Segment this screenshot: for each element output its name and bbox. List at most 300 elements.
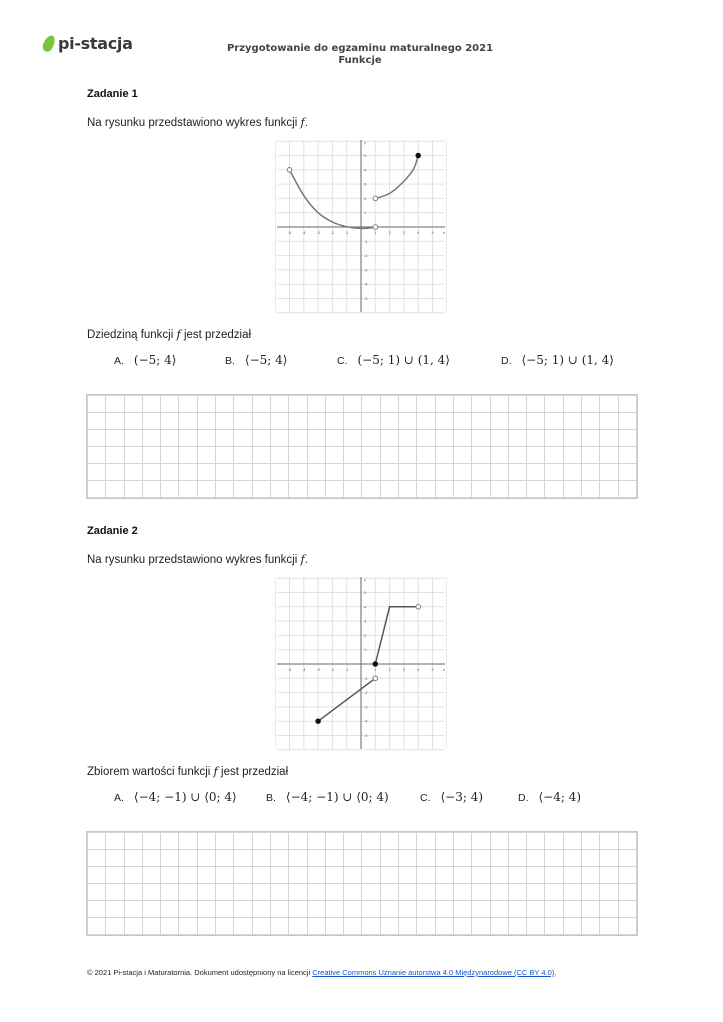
grid-cell[interactable] bbox=[88, 447, 106, 464]
grid-cell[interactable] bbox=[161, 901, 179, 918]
grid-cell[interactable] bbox=[582, 884, 600, 901]
grid-cell[interactable] bbox=[252, 833, 270, 850]
grid-cell[interactable] bbox=[508, 464, 526, 481]
grid-cell[interactable] bbox=[508, 447, 526, 464]
grid-cell[interactable] bbox=[618, 413, 636, 430]
grid-cell[interactable] bbox=[600, 430, 618, 447]
grid-cell[interactable] bbox=[106, 464, 124, 481]
grid-cell[interactable] bbox=[380, 464, 398, 481]
grid-cell[interactable] bbox=[472, 464, 490, 481]
grid-cell[interactable] bbox=[197, 850, 215, 867]
answer-option-d[interactable] bbox=[501, 353, 614, 367]
grid-cell[interactable] bbox=[161, 430, 179, 447]
grid-cell[interactable] bbox=[307, 396, 325, 413]
grid-cell[interactable] bbox=[344, 430, 362, 447]
grid-cell[interactable] bbox=[106, 481, 124, 498]
grid-cell[interactable] bbox=[508, 850, 526, 867]
grid-cell[interactable] bbox=[124, 850, 142, 867]
grid-cell[interactable] bbox=[179, 901, 197, 918]
grid-cell[interactable] bbox=[417, 850, 435, 867]
grid-cell[interactable] bbox=[582, 447, 600, 464]
grid-cell[interactable] bbox=[142, 884, 160, 901]
grid-cell[interactable] bbox=[179, 833, 197, 850]
grid-cell[interactable] bbox=[307, 918, 325, 935]
grid-cell[interactable] bbox=[527, 918, 545, 935]
grid-cell[interactable] bbox=[563, 850, 581, 867]
grid-cell[interactable] bbox=[508, 396, 526, 413]
grid-cell[interactable] bbox=[435, 901, 453, 918]
grid-cell[interactable] bbox=[106, 901, 124, 918]
grid-cell[interactable] bbox=[453, 396, 471, 413]
grid-cell[interactable] bbox=[508, 901, 526, 918]
grid-cell[interactable] bbox=[399, 481, 417, 498]
grid-cell[interactable] bbox=[161, 918, 179, 935]
grid-cell[interactable] bbox=[289, 413, 307, 430]
grid-cell[interactable] bbox=[234, 430, 252, 447]
grid-cell[interactable] bbox=[106, 918, 124, 935]
grid-cell[interactable] bbox=[417, 918, 435, 935]
answer-option-a[interactable] bbox=[114, 353, 176, 367]
grid-cell[interactable] bbox=[582, 850, 600, 867]
grid-cell[interactable] bbox=[88, 833, 106, 850]
grid-cell[interactable] bbox=[234, 396, 252, 413]
grid-cell[interactable] bbox=[362, 884, 380, 901]
grid-cell[interactable] bbox=[289, 867, 307, 884]
grid-cell[interactable] bbox=[161, 867, 179, 884]
answer-option-b[interactable] bbox=[225, 353, 287, 367]
grid-cell[interactable] bbox=[325, 867, 343, 884]
grid-cell[interactable] bbox=[563, 396, 581, 413]
grid-cell[interactable] bbox=[344, 464, 362, 481]
grid-cell[interactable] bbox=[216, 918, 234, 935]
grid-cell[interactable] bbox=[124, 481, 142, 498]
grid-cell[interactable] bbox=[490, 396, 508, 413]
grid-cell[interactable] bbox=[88, 850, 106, 867]
grid-cell[interactable] bbox=[582, 413, 600, 430]
grid-cell[interactable] bbox=[417, 413, 435, 430]
grid-cell[interactable] bbox=[600, 413, 618, 430]
grid-cell[interactable] bbox=[252, 901, 270, 918]
grid-cell[interactable] bbox=[344, 481, 362, 498]
grid-cell[interactable] bbox=[289, 430, 307, 447]
grid-cell[interactable] bbox=[563, 833, 581, 850]
grid-cell[interactable] bbox=[344, 413, 362, 430]
grid-cell[interactable] bbox=[362, 850, 380, 867]
grid-cell[interactable] bbox=[197, 413, 215, 430]
grid-cell[interactable] bbox=[545, 481, 563, 498]
grid-cell[interactable] bbox=[453, 901, 471, 918]
grid-cell[interactable] bbox=[399, 901, 417, 918]
grid-cell[interactable] bbox=[142, 464, 160, 481]
grid-cell[interactable] bbox=[600, 464, 618, 481]
grid-cell[interactable] bbox=[618, 884, 636, 901]
grid-cell[interactable] bbox=[289, 447, 307, 464]
grid-cell[interactable] bbox=[417, 430, 435, 447]
grid-cell[interactable] bbox=[472, 396, 490, 413]
grid-cell[interactable] bbox=[563, 481, 581, 498]
grid-cell[interactable] bbox=[234, 447, 252, 464]
grid-cell[interactable] bbox=[88, 396, 106, 413]
grid-cell[interactable] bbox=[453, 884, 471, 901]
grid-cell[interactable] bbox=[161, 481, 179, 498]
grid-cell[interactable] bbox=[289, 833, 307, 850]
grid-cell[interactable] bbox=[252, 430, 270, 447]
grid-cell[interactable] bbox=[88, 918, 106, 935]
grid-cell[interactable] bbox=[490, 901, 508, 918]
grid-cell[interactable] bbox=[362, 481, 380, 498]
grid-cell[interactable] bbox=[106, 850, 124, 867]
grid-cell[interactable] bbox=[600, 447, 618, 464]
grid-cell[interactable] bbox=[453, 481, 471, 498]
grid-cell[interactable] bbox=[563, 447, 581, 464]
grid-cell[interactable] bbox=[179, 396, 197, 413]
grid-cell[interactable] bbox=[325, 918, 343, 935]
grid-cell[interactable] bbox=[124, 901, 142, 918]
grid-cell[interactable] bbox=[142, 396, 160, 413]
grid-cell[interactable] bbox=[197, 430, 215, 447]
grid-cell[interactable] bbox=[234, 833, 252, 850]
grid-cell[interactable] bbox=[216, 867, 234, 884]
grid-cell[interactable] bbox=[289, 464, 307, 481]
grid-cell[interactable] bbox=[527, 481, 545, 498]
grid-cell[interactable] bbox=[88, 867, 106, 884]
grid-cell[interactable] bbox=[563, 413, 581, 430]
grid-cell[interactable] bbox=[344, 901, 362, 918]
grid-cell[interactable] bbox=[545, 413, 563, 430]
grid-cell[interactable] bbox=[380, 447, 398, 464]
grid-cell[interactable] bbox=[325, 464, 343, 481]
grid-cell[interactable] bbox=[289, 481, 307, 498]
grid-cell[interactable] bbox=[142, 447, 160, 464]
grid-cell[interactable] bbox=[435, 430, 453, 447]
grid-cell[interactable] bbox=[545, 396, 563, 413]
grid-cell[interactable] bbox=[600, 867, 618, 884]
grid-cell[interactable] bbox=[600, 850, 618, 867]
grid-cell[interactable] bbox=[270, 447, 288, 464]
grid-cell[interactable] bbox=[142, 850, 160, 867]
grid-cell[interactable] bbox=[563, 464, 581, 481]
grid-cell[interactable] bbox=[234, 850, 252, 867]
grid-cell[interactable] bbox=[417, 884, 435, 901]
grid-cell[interactable] bbox=[179, 447, 197, 464]
grid-cell[interactable] bbox=[545, 918, 563, 935]
grid-cell[interactable] bbox=[490, 918, 508, 935]
grid-cell[interactable] bbox=[344, 918, 362, 935]
grid-cell[interactable] bbox=[490, 867, 508, 884]
grid-cell[interactable] bbox=[362, 413, 380, 430]
task-1-answer-grid[interactable] bbox=[86, 394, 638, 499]
grid-cell[interactable] bbox=[106, 413, 124, 430]
grid-cell[interactable] bbox=[380, 850, 398, 867]
grid-cell[interactable] bbox=[563, 867, 581, 884]
grid-cell[interactable] bbox=[545, 833, 563, 850]
grid-cell[interactable] bbox=[435, 481, 453, 498]
grid-cell[interactable] bbox=[618, 918, 636, 935]
grid-cell[interactable] bbox=[106, 396, 124, 413]
grid-cell[interactable] bbox=[270, 413, 288, 430]
grid-cell[interactable] bbox=[106, 833, 124, 850]
grid-cell[interactable] bbox=[325, 901, 343, 918]
grid-cell[interactable] bbox=[435, 867, 453, 884]
grid-cell[interactable] bbox=[325, 833, 343, 850]
grid-cell[interactable] bbox=[161, 396, 179, 413]
grid-cell[interactable] bbox=[88, 901, 106, 918]
grid-cell[interactable] bbox=[417, 833, 435, 850]
grid-cell[interactable] bbox=[600, 833, 618, 850]
grid-cell[interactable] bbox=[399, 413, 417, 430]
grid-cell[interactable] bbox=[435, 884, 453, 901]
grid-cell[interactable] bbox=[216, 464, 234, 481]
grid-cell[interactable] bbox=[179, 918, 197, 935]
grid-cell[interactable] bbox=[325, 413, 343, 430]
grid-cell[interactable] bbox=[582, 918, 600, 935]
grid-cell[interactable] bbox=[472, 430, 490, 447]
grid-cell[interactable] bbox=[582, 481, 600, 498]
grid-cell[interactable] bbox=[399, 884, 417, 901]
grid-cell[interactable] bbox=[161, 833, 179, 850]
grid-cell[interactable] bbox=[472, 867, 490, 884]
grid-cell[interactable] bbox=[618, 464, 636, 481]
grid-cell[interactable] bbox=[216, 850, 234, 867]
grid-cell[interactable] bbox=[380, 430, 398, 447]
grid-cell[interactable] bbox=[399, 850, 417, 867]
grid-cell[interactable] bbox=[490, 850, 508, 867]
grid-cell[interactable] bbox=[362, 430, 380, 447]
grid-cell[interactable] bbox=[106, 884, 124, 901]
grid-cell[interactable] bbox=[527, 867, 545, 884]
grid-cell[interactable] bbox=[307, 413, 325, 430]
grid-cell[interactable] bbox=[453, 867, 471, 884]
grid-cell[interactable] bbox=[472, 413, 490, 430]
grid-cell[interactable] bbox=[124, 918, 142, 935]
grid-cell[interactable] bbox=[582, 833, 600, 850]
grid-cell[interactable] bbox=[435, 918, 453, 935]
grid-cell[interactable] bbox=[527, 464, 545, 481]
grid-cell[interactable] bbox=[453, 918, 471, 935]
grid-cell[interactable] bbox=[472, 918, 490, 935]
grid-cell[interactable] bbox=[435, 464, 453, 481]
grid-cell[interactable] bbox=[453, 413, 471, 430]
grid-cell[interactable] bbox=[88, 413, 106, 430]
grid-cell[interactable] bbox=[600, 901, 618, 918]
grid-cell[interactable] bbox=[270, 481, 288, 498]
grid-cell[interactable] bbox=[618, 430, 636, 447]
grid-cell[interactable] bbox=[490, 833, 508, 850]
grid-cell[interactable] bbox=[325, 447, 343, 464]
grid-cell[interactable] bbox=[344, 867, 362, 884]
grid-cell[interactable] bbox=[508, 430, 526, 447]
grid-cell[interactable] bbox=[197, 481, 215, 498]
grid-cell[interactable] bbox=[490, 481, 508, 498]
grid-cell[interactable] bbox=[307, 430, 325, 447]
grid-cell[interactable] bbox=[545, 850, 563, 867]
grid-cell[interactable] bbox=[490, 884, 508, 901]
grid-cell[interactable] bbox=[307, 901, 325, 918]
grid-cell[interactable] bbox=[600, 481, 618, 498]
grid-cell[interactable] bbox=[490, 430, 508, 447]
grid-cell[interactable] bbox=[380, 413, 398, 430]
grid-cell[interactable] bbox=[600, 884, 618, 901]
grid-cell[interactable] bbox=[234, 884, 252, 901]
grid-cell[interactable] bbox=[270, 884, 288, 901]
grid-cell[interactable] bbox=[216, 430, 234, 447]
grid-cell[interactable] bbox=[252, 447, 270, 464]
grid-cell[interactable] bbox=[216, 413, 234, 430]
grid-cell[interactable] bbox=[490, 447, 508, 464]
grid-cell[interactable] bbox=[472, 884, 490, 901]
grid-cell[interactable] bbox=[344, 447, 362, 464]
answer-option-b[interactable] bbox=[266, 790, 389, 804]
grid-cell[interactable] bbox=[563, 884, 581, 901]
grid-cell[interactable] bbox=[344, 396, 362, 413]
grid-cell[interactable] bbox=[527, 833, 545, 850]
grid-cell[interactable] bbox=[325, 481, 343, 498]
grid-cell[interactable] bbox=[417, 464, 435, 481]
grid-cell[interactable] bbox=[618, 901, 636, 918]
grid-cell[interactable] bbox=[435, 396, 453, 413]
answer-option-d[interactable] bbox=[518, 790, 581, 804]
grid-cell[interactable] bbox=[197, 884, 215, 901]
grid-cell[interactable] bbox=[325, 430, 343, 447]
grid-cell[interactable] bbox=[545, 867, 563, 884]
grid-cell[interactable] bbox=[307, 867, 325, 884]
grid-cell[interactable] bbox=[289, 918, 307, 935]
grid-cell[interactable] bbox=[362, 447, 380, 464]
grid-cell[interactable] bbox=[270, 833, 288, 850]
grid-cell[interactable] bbox=[453, 464, 471, 481]
grid-cell[interactable] bbox=[527, 850, 545, 867]
grid-cell[interactable] bbox=[527, 396, 545, 413]
grid-cell[interactable] bbox=[399, 833, 417, 850]
grid-cell[interactable] bbox=[88, 464, 106, 481]
grid-cell[interactable] bbox=[270, 464, 288, 481]
grid-cell[interactable] bbox=[618, 833, 636, 850]
grid-cell[interactable] bbox=[344, 850, 362, 867]
grid-cell[interactable] bbox=[142, 918, 160, 935]
grid-cell[interactable] bbox=[124, 884, 142, 901]
grid-cell[interactable] bbox=[307, 447, 325, 464]
grid-cell[interactable] bbox=[380, 481, 398, 498]
grid-cell[interactable] bbox=[270, 867, 288, 884]
grid-cell[interactable] bbox=[307, 884, 325, 901]
grid-cell[interactable] bbox=[234, 918, 252, 935]
grid-cell[interactable] bbox=[399, 430, 417, 447]
grid-cell[interactable] bbox=[252, 867, 270, 884]
grid-cell[interactable] bbox=[197, 918, 215, 935]
grid-cell[interactable] bbox=[545, 901, 563, 918]
grid-cell[interactable] bbox=[179, 867, 197, 884]
grid-cell[interactable] bbox=[307, 481, 325, 498]
answer-option-c[interactable] bbox=[337, 353, 450, 367]
grid-cell[interactable] bbox=[417, 396, 435, 413]
grid-cell[interactable] bbox=[216, 833, 234, 850]
grid-cell[interactable] bbox=[289, 884, 307, 901]
grid-cell[interactable] bbox=[124, 447, 142, 464]
grid-cell[interactable] bbox=[179, 481, 197, 498]
grid-cell[interactable] bbox=[417, 447, 435, 464]
answer-option-a[interactable] bbox=[114, 790, 237, 804]
grid-cell[interactable] bbox=[197, 396, 215, 413]
grid-cell[interactable] bbox=[142, 867, 160, 884]
grid-cell[interactable] bbox=[527, 413, 545, 430]
grid-cell[interactable] bbox=[472, 833, 490, 850]
grid-cell[interactable] bbox=[380, 396, 398, 413]
grid-cell[interactable] bbox=[618, 447, 636, 464]
grid-cell[interactable] bbox=[161, 464, 179, 481]
grid-cell[interactable] bbox=[142, 833, 160, 850]
grid-cell[interactable] bbox=[563, 918, 581, 935]
grid-cell[interactable] bbox=[508, 481, 526, 498]
grid-cell[interactable] bbox=[582, 901, 600, 918]
grid-cell[interactable] bbox=[362, 901, 380, 918]
grid-cell[interactable] bbox=[380, 867, 398, 884]
grid-cell[interactable] bbox=[161, 447, 179, 464]
grid-cell[interactable] bbox=[252, 481, 270, 498]
grid-cell[interactable] bbox=[453, 850, 471, 867]
grid-cell[interactable] bbox=[508, 918, 526, 935]
grid-cell[interactable] bbox=[307, 850, 325, 867]
grid-cell[interactable] bbox=[234, 481, 252, 498]
grid-cell[interactable] bbox=[142, 430, 160, 447]
grid-cell[interactable] bbox=[362, 396, 380, 413]
grid-cell[interactable] bbox=[435, 413, 453, 430]
grid-cell[interactable] bbox=[161, 884, 179, 901]
grid-cell[interactable] bbox=[252, 884, 270, 901]
grid-cell[interactable] bbox=[179, 413, 197, 430]
grid-cell[interactable] bbox=[234, 867, 252, 884]
grid-cell[interactable] bbox=[106, 867, 124, 884]
grid-cell[interactable] bbox=[252, 918, 270, 935]
task-2-answer-grid[interactable] bbox=[86, 831, 638, 936]
grid-cell[interactable] bbox=[234, 464, 252, 481]
grid-cell[interactable] bbox=[545, 430, 563, 447]
grid-cell[interactable] bbox=[88, 430, 106, 447]
grid-cell[interactable] bbox=[106, 447, 124, 464]
grid-cell[interactable] bbox=[618, 481, 636, 498]
grid-cell[interactable] bbox=[508, 833, 526, 850]
grid-cell[interactable] bbox=[545, 464, 563, 481]
grid-cell[interactable] bbox=[179, 430, 197, 447]
grid-cell[interactable] bbox=[600, 396, 618, 413]
grid-cell[interactable] bbox=[563, 901, 581, 918]
grid-cell[interactable] bbox=[270, 396, 288, 413]
grid-cell[interactable] bbox=[472, 901, 490, 918]
grid-cell[interactable] bbox=[344, 833, 362, 850]
grid-cell[interactable] bbox=[472, 481, 490, 498]
grid-cell[interactable] bbox=[399, 396, 417, 413]
grid-cell[interactable] bbox=[307, 464, 325, 481]
grid-cell[interactable] bbox=[380, 884, 398, 901]
grid-cell[interactable] bbox=[142, 413, 160, 430]
grid-cell[interactable] bbox=[289, 396, 307, 413]
grid-cell[interactable] bbox=[399, 464, 417, 481]
grid-cell[interactable] bbox=[124, 464, 142, 481]
grid-cell[interactable] bbox=[289, 850, 307, 867]
grid-cell[interactable] bbox=[582, 867, 600, 884]
grid-cell[interactable] bbox=[179, 884, 197, 901]
grid-cell[interactable] bbox=[88, 884, 106, 901]
grid-cell[interactable] bbox=[399, 447, 417, 464]
grid-cell[interactable] bbox=[161, 413, 179, 430]
grid-cell[interactable] bbox=[600, 918, 618, 935]
grid-cell[interactable] bbox=[216, 396, 234, 413]
grid-cell[interactable] bbox=[453, 833, 471, 850]
grid-cell[interactable] bbox=[472, 850, 490, 867]
grid-cell[interactable] bbox=[435, 833, 453, 850]
grid-cell[interactable] bbox=[289, 901, 307, 918]
grid-cell[interactable] bbox=[618, 850, 636, 867]
grid-cell[interactable] bbox=[490, 464, 508, 481]
